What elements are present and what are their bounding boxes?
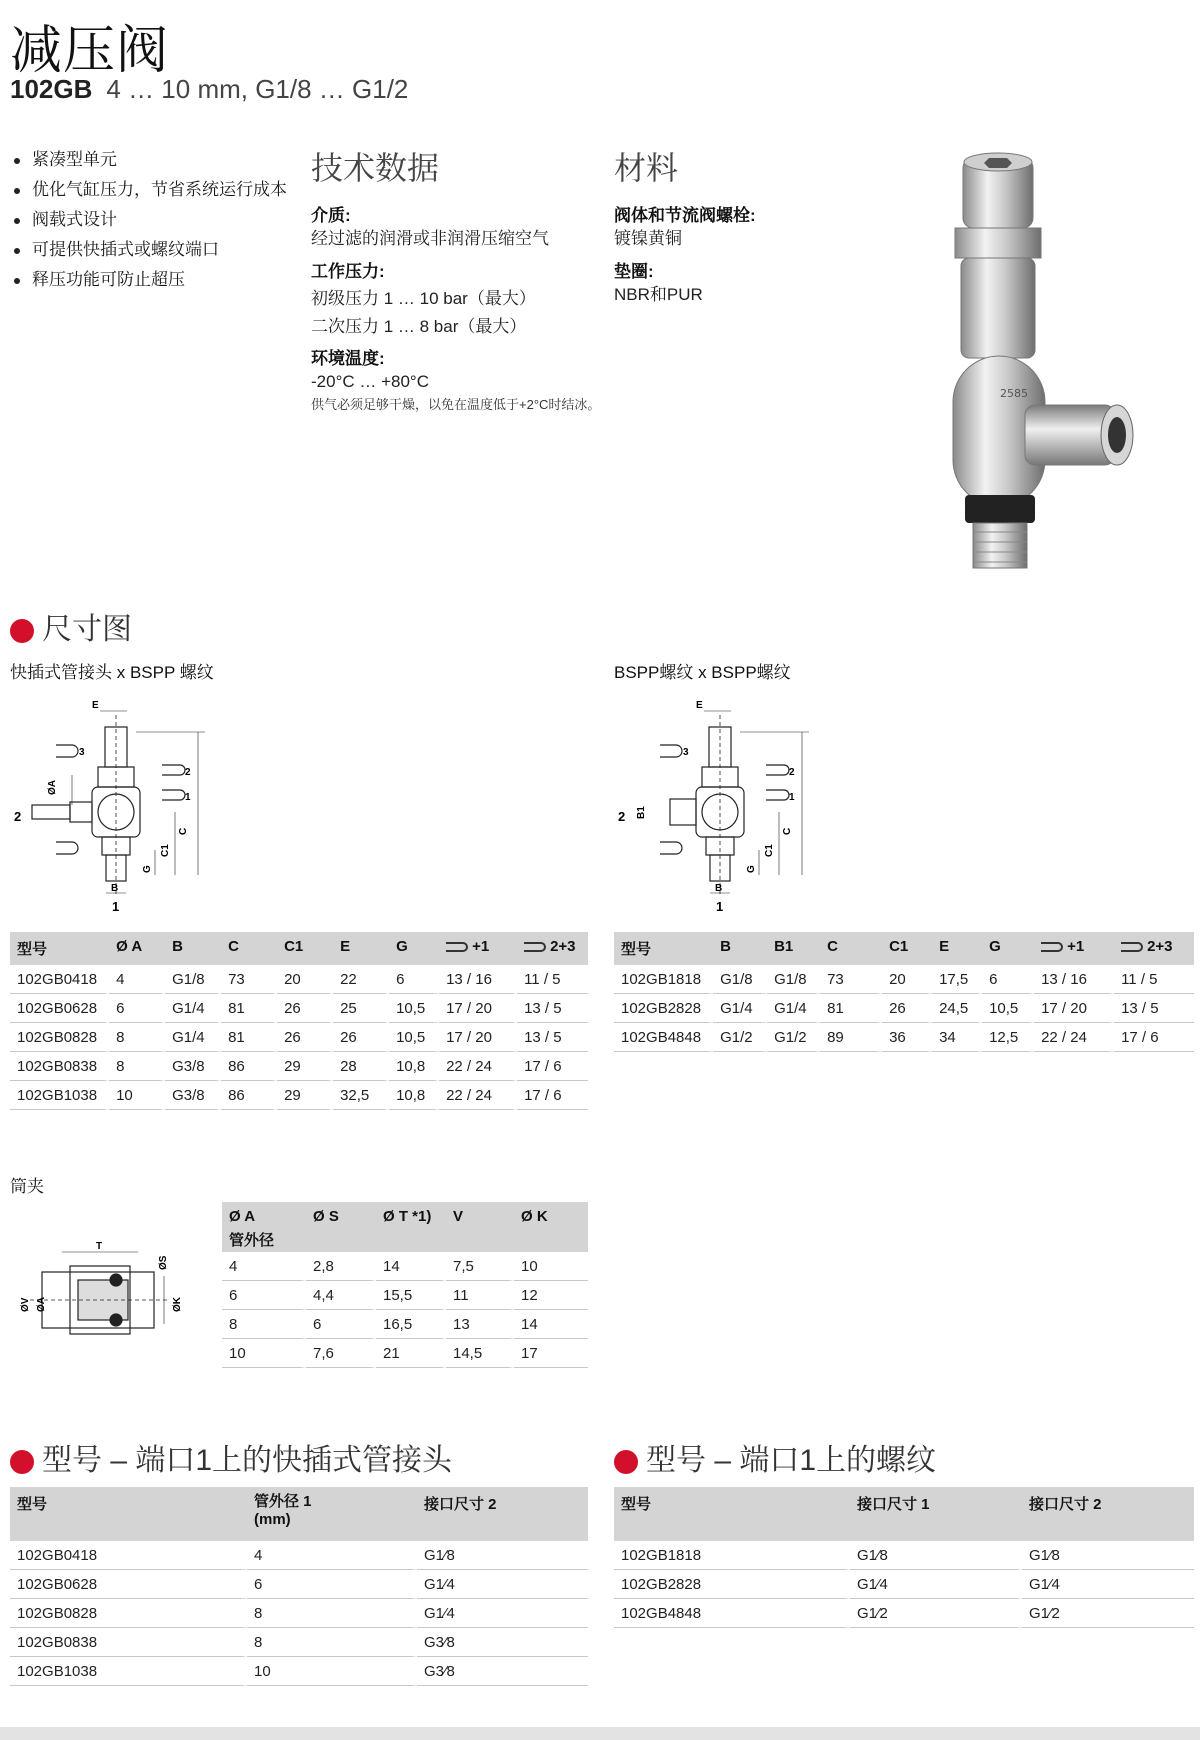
- table-cell: 26: [882, 994, 932, 1023]
- table-row: [10, 1541, 588, 1570]
- table-cell: 12,5: [982, 1023, 1034, 1052]
- body-material-label: 阀体和节流阀螺栓:: [614, 206, 756, 225]
- table-cell: G1⁄8: [850, 1541, 1022, 1570]
- dim-label-t: T: [96, 1241, 103, 1252]
- table-cell: 32,5: [333, 1081, 389, 1110]
- product-code: 102GB: [10, 74, 93, 104]
- table-cell: 10: [109, 1081, 165, 1110]
- port-label-1: 1: [112, 899, 120, 914]
- table-cell: 102GB1038: [10, 1657, 247, 1686]
- table-cell: G1/8: [713, 965, 767, 994]
- col-header: Ø A 管外径: [222, 1202, 306, 1252]
- material-heading: 材料: [614, 150, 679, 186]
- dim-label-a: ØA: [47, 780, 58, 795]
- col-header: C: [221, 932, 277, 965]
- pressure-primary: 初级压力 1 … 10 bar（最大）: [311, 289, 536, 308]
- table-cell: G3/8: [165, 1052, 221, 1081]
- table-row: [10, 1599, 588, 1628]
- col-header: G: [982, 932, 1034, 965]
- table-cell: 6: [306, 1310, 376, 1339]
- table-cell: 10,8: [389, 1052, 439, 1081]
- tech-data-block: [311, 143, 611, 413]
- table-cell: 36: [882, 1023, 932, 1052]
- table-cell: 26: [333, 1023, 389, 1052]
- col-subheader: 管外径: [229, 1232, 275, 1249]
- table-cell: 89: [820, 1023, 882, 1052]
- table-cell: 17 / 6: [1114, 1023, 1194, 1052]
- table-cell: 15,5: [376, 1281, 446, 1310]
- table-cell: 17 / 20: [1034, 994, 1114, 1023]
- dim-label-g: G: [142, 865, 153, 873]
- collet-drawing: [20, 1240, 200, 1340]
- wrench-icon: [524, 942, 546, 952]
- table-cell: G1⁄2: [1022, 1599, 1194, 1628]
- table-cell: 102GB0628: [10, 1570, 247, 1599]
- col-header: E: [333, 932, 389, 965]
- thread-dimension-drawing: [614, 695, 814, 920]
- product-range: 4 … 10 mm, G1/8 … G1/2: [106, 74, 409, 104]
- table-cell: 17,5: [932, 965, 982, 994]
- table-row: [10, 1081, 588, 1110]
- col-header: 型号: [614, 1487, 850, 1541]
- table-cell: 4: [109, 965, 165, 994]
- table-cell: 8: [247, 1599, 417, 1628]
- table-cell: 34: [932, 1023, 982, 1052]
- table-cell: 7,5: [446, 1252, 514, 1281]
- table-cell: 102GB0838: [10, 1628, 247, 1657]
- col-header: E: [932, 932, 982, 965]
- table-cell: G1⁄4: [417, 1599, 588, 1628]
- feature-item: 紧凑型单元: [10, 145, 287, 175]
- page-title: 减压阀: [10, 22, 170, 80]
- table-cell: 6: [389, 965, 439, 994]
- table-cell: 10,8: [389, 1081, 439, 1110]
- col-header: 型号: [10, 1487, 247, 1541]
- table-cell: 73: [820, 965, 882, 994]
- table-row: [222, 1339, 588, 1368]
- table-cell: 102GB0828: [10, 1599, 247, 1628]
- table-cell: 28: [333, 1052, 389, 1081]
- medium-label: 介质:: [311, 206, 351, 225]
- table-cell: 21: [376, 1339, 446, 1368]
- dim-label-b1: B1: [636, 806, 647, 819]
- table-header-row: [222, 1202, 588, 1252]
- table-cell: 86: [221, 1081, 277, 1110]
- table-cell: 102GB1818: [614, 1541, 850, 1570]
- table-cell: G1⁄4: [1022, 1570, 1194, 1599]
- table-cell: 29: [277, 1052, 333, 1081]
- table-row: [10, 1628, 588, 1657]
- table-row: [614, 1023, 1194, 1052]
- seal-material-value: NBR和PUR: [614, 285, 703, 304]
- col-header: V: [446, 1202, 514, 1252]
- table-cell: 26: [277, 994, 333, 1023]
- table-cell: 102GB2828: [614, 1570, 850, 1599]
- table-header-row: [10, 1487, 588, 1541]
- table-cell: G1/4: [767, 994, 820, 1023]
- col-header: 型号: [10, 932, 109, 965]
- table-cell: 22 / 24: [439, 1052, 517, 1081]
- table-row: [614, 1599, 1194, 1628]
- tech-heading: 技术数据: [311, 150, 440, 186]
- bullet-dot-icon: [614, 1450, 638, 1474]
- table-cell: 17 / 20: [439, 1023, 517, 1052]
- table-cell: 14,5: [446, 1339, 514, 1368]
- wrench-icon: [1121, 942, 1143, 952]
- table-cell: 13 / 5: [1114, 994, 1194, 1023]
- table-cell: G1⁄2: [850, 1599, 1022, 1628]
- col-header: Ø S: [306, 1202, 376, 1252]
- wrench-label-1: 1: [789, 792, 795, 803]
- table-cell: 4,4: [306, 1281, 376, 1310]
- table-cell: 17 / 20: [439, 994, 517, 1023]
- product-marking: 2585: [1000, 387, 1028, 400]
- table-cell: 102GB0828: [10, 1023, 109, 1052]
- table-cell: 102GB0418: [10, 965, 109, 994]
- dim-label-e: E: [92, 700, 99, 711]
- table-row: [10, 965, 588, 994]
- body-material-value: 镀镍黄铜: [614, 229, 682, 248]
- table-row: [222, 1252, 588, 1281]
- right-caption: BSPP螺纹 x BSPP螺纹: [614, 663, 791, 682]
- table-row: [222, 1281, 588, 1310]
- table-cell: 10: [514, 1252, 588, 1281]
- col-header: B: [165, 932, 221, 965]
- col-header: C1: [277, 932, 333, 965]
- table-cell: 2,8: [306, 1252, 376, 1281]
- pressure-secondary: 二次压力 1 … 8 bar（最大）: [311, 317, 527, 336]
- models-thread-table: [614, 1487, 1194, 1628]
- table-cell: 13 / 5: [517, 994, 588, 1023]
- feature-item: 可提供快插式或螺纹端口: [10, 235, 287, 265]
- col-header: 接口尺寸 2: [417, 1487, 588, 1541]
- table-cell: 13 / 5: [517, 1023, 588, 1052]
- table-cell: 10,5: [389, 994, 439, 1023]
- table-cell: G1/2: [713, 1023, 767, 1052]
- table-cell: 13 / 16: [439, 965, 517, 994]
- table-cell: 11: [446, 1281, 514, 1310]
- dim-label-e: E: [696, 700, 703, 711]
- models-push-heading: 型号 – 端口1上的快插式管接头: [10, 1435, 452, 1479]
- table-cell: 25: [333, 994, 389, 1023]
- material-block: [614, 143, 834, 307]
- table-row: [10, 1657, 588, 1686]
- dims-heading: 尺寸图: [10, 604, 132, 648]
- dim-label-a: ØA: [36, 1297, 47, 1312]
- table-cell: 22 / 24: [1034, 1023, 1114, 1052]
- table-cell: G1⁄4: [417, 1570, 588, 1599]
- table-cell: G1/4: [713, 994, 767, 1023]
- temp-value: -20°C … +80°C: [311, 372, 430, 391]
- table-cell: 6: [222, 1281, 306, 1310]
- port-label-2: 2: [618, 809, 626, 824]
- table-row: [10, 1570, 588, 1599]
- table-cell: 86: [221, 1052, 277, 1081]
- table-cell: 102GB2828: [614, 994, 713, 1023]
- table-cell: G1⁄8: [417, 1541, 588, 1570]
- table-cell: 6: [247, 1570, 417, 1599]
- thread-dimension-table: [614, 932, 1194, 1052]
- table-cell: 11 / 5: [1114, 965, 1194, 994]
- table-cell: G1/2: [767, 1023, 820, 1052]
- table-cell: 73: [221, 965, 277, 994]
- table-cell: 8: [247, 1628, 417, 1657]
- col-header: Ø A: [109, 932, 165, 965]
- table-cell: 102GB4848: [614, 1023, 713, 1052]
- col-header: C1: [882, 932, 932, 965]
- table-cell: 8: [222, 1310, 306, 1339]
- table-cell: G3⁄8: [417, 1628, 588, 1657]
- table-cell: 24,5: [932, 994, 982, 1023]
- wrench-icon: [446, 942, 468, 952]
- dim-label-c: C: [782, 827, 793, 835]
- dim-label-c1: C1: [764, 844, 775, 857]
- port-label-2: 2: [14, 809, 22, 824]
- table-cell: 8: [109, 1052, 165, 1081]
- table-cell: 20: [882, 965, 932, 994]
- table-cell: 13: [446, 1310, 514, 1339]
- table-cell: 14: [376, 1252, 446, 1281]
- bullet-dot-icon: [10, 1450, 34, 1474]
- wrench-label-3: 3: [79, 747, 85, 758]
- table-row: [10, 1052, 588, 1081]
- table-cell: G3/8: [165, 1081, 221, 1110]
- wrench-label-2: 2: [789, 767, 795, 778]
- table-row: [222, 1310, 588, 1339]
- wrench-label-2: 2: [185, 767, 191, 778]
- table-cell: 10,5: [982, 994, 1034, 1023]
- col-header: 型号: [614, 932, 713, 965]
- table-cell: 17: [514, 1339, 588, 1368]
- table-cell: 4: [222, 1252, 306, 1281]
- table-cell: 10: [222, 1339, 306, 1368]
- table-cell: 6: [982, 965, 1034, 994]
- table-cell: G1⁄4: [850, 1570, 1022, 1599]
- table-cell: 81: [221, 994, 277, 1023]
- col-header: B1: [767, 932, 820, 965]
- push-in-dimension-table: [10, 932, 588, 1110]
- table-cell: G3⁄8: [417, 1657, 588, 1686]
- table-cell: 26: [277, 1023, 333, 1052]
- table-cell: 14: [514, 1310, 588, 1339]
- feature-item: 优化气缸压力，节省系统运行成本: [10, 175, 287, 205]
- table-cell: 6: [109, 994, 165, 1023]
- table-row: [10, 994, 588, 1023]
- medium-value: 经过滤的润滑或非润滑压缩空气: [311, 229, 549, 248]
- col-header: Ø T *1): [376, 1202, 446, 1252]
- dim-label-g: G: [746, 865, 757, 873]
- temp-note: 供气必须足够干燥，以免在温度低于+2°C时结冰。: [311, 397, 601, 412]
- table-cell: G1/4: [165, 1023, 221, 1052]
- dim-label-k: ØK: [172, 1297, 183, 1312]
- table-row: [614, 1570, 1194, 1599]
- table-cell: 8: [109, 1023, 165, 1052]
- table-cell: 102GB0418: [10, 1541, 247, 1570]
- wrench-label-3: 3: [683, 747, 689, 758]
- table-cell: 13 / 16: [1034, 965, 1114, 994]
- push-in-dimension-drawing: [10, 695, 210, 920]
- dim-label-s: ØS: [158, 1255, 169, 1270]
- feature-item: 释压功能可防止超压: [10, 265, 287, 295]
- col-header: Ø K: [514, 1202, 588, 1252]
- table-cell: 102GB0628: [10, 994, 109, 1023]
- dim-label-c1: C1: [160, 844, 171, 857]
- seal-material-label: 垫圈:: [614, 262, 654, 281]
- feature-list: [10, 145, 287, 295]
- table-cell: 22 / 24: [439, 1081, 517, 1110]
- dim-label-c: C: [178, 827, 189, 835]
- table-cell: 11 / 5: [517, 965, 588, 994]
- wrench-label-1: 1: [185, 792, 191, 803]
- table-cell: 17 / 6: [517, 1081, 588, 1110]
- port-label-1: 1: [716, 899, 724, 914]
- page-subtitle: [10, 74, 408, 105]
- col-header: 接口尺寸 1: [850, 1487, 1022, 1541]
- col-header: G: [389, 932, 439, 965]
- table-cell: 102GB1038: [10, 1081, 109, 1110]
- models-thread-heading: 型号 – 端口1上的螺纹: [614, 1435, 936, 1479]
- table-header-row: [614, 932, 1194, 965]
- table-cell: G1⁄8: [1022, 1541, 1194, 1570]
- table-cell: G1/8: [767, 965, 820, 994]
- table-cell: 7,6: [306, 1339, 376, 1368]
- temp-label: 环境温度:: [311, 349, 385, 368]
- collet-caption: 筒夹: [10, 1177, 44, 1196]
- table-cell: G1/4: [165, 994, 221, 1023]
- col-header: C: [820, 932, 882, 965]
- wrench-icon: [1041, 942, 1063, 952]
- table-header-row: [614, 1487, 1194, 1541]
- table-cell: 10: [247, 1657, 417, 1686]
- product-image: [915, 150, 1155, 575]
- col-header: 2+3: [517, 932, 588, 965]
- col-header: 接口尺寸 2: [1022, 1487, 1194, 1541]
- table-cell: 16,5: [376, 1310, 446, 1339]
- pressure-label: 工作压力:: [311, 262, 385, 281]
- dim-label-v: ØV: [20, 1297, 31, 1312]
- table-cell: 17 / 6: [517, 1052, 588, 1081]
- table-cell: 29: [277, 1081, 333, 1110]
- table-cell: 102GB0838: [10, 1052, 109, 1081]
- table-row: [614, 994, 1194, 1023]
- table-row: [614, 965, 1194, 994]
- collet-table: [222, 1202, 588, 1368]
- table-cell: 102GB1818: [614, 965, 713, 994]
- table-cell: 81: [820, 994, 882, 1023]
- col-header: +1: [439, 932, 517, 965]
- bullet-dot-icon: [10, 619, 34, 643]
- table-row: [10, 1023, 588, 1052]
- table-cell: G1/8: [165, 965, 221, 994]
- dim-label-b: B: [715, 883, 723, 894]
- dim-label-b: B: [111, 883, 119, 894]
- col-header: 2+3: [1114, 932, 1194, 965]
- table-cell: 4: [247, 1541, 417, 1570]
- table-cell: 12: [514, 1281, 588, 1310]
- table-row: [614, 1541, 1194, 1570]
- table-cell: 22: [333, 965, 389, 994]
- col-header: +1: [1034, 932, 1114, 965]
- table-cell: 20: [277, 965, 333, 994]
- table-header-row: [10, 932, 588, 965]
- col-header: 管外径 1 (mm): [247, 1487, 417, 1541]
- table-cell: 102GB4848: [614, 1599, 850, 1628]
- col-header: B: [713, 932, 767, 965]
- table-cell: 10,5: [389, 1023, 439, 1052]
- models-push-table: [10, 1487, 588, 1686]
- feature-item: 阀载式设计: [10, 205, 287, 235]
- table-cell: 81: [221, 1023, 277, 1052]
- left-caption: 快插式管接头 x BSPP 螺纹: [10, 663, 214, 682]
- footer-band: [0, 1727, 1200, 1740]
